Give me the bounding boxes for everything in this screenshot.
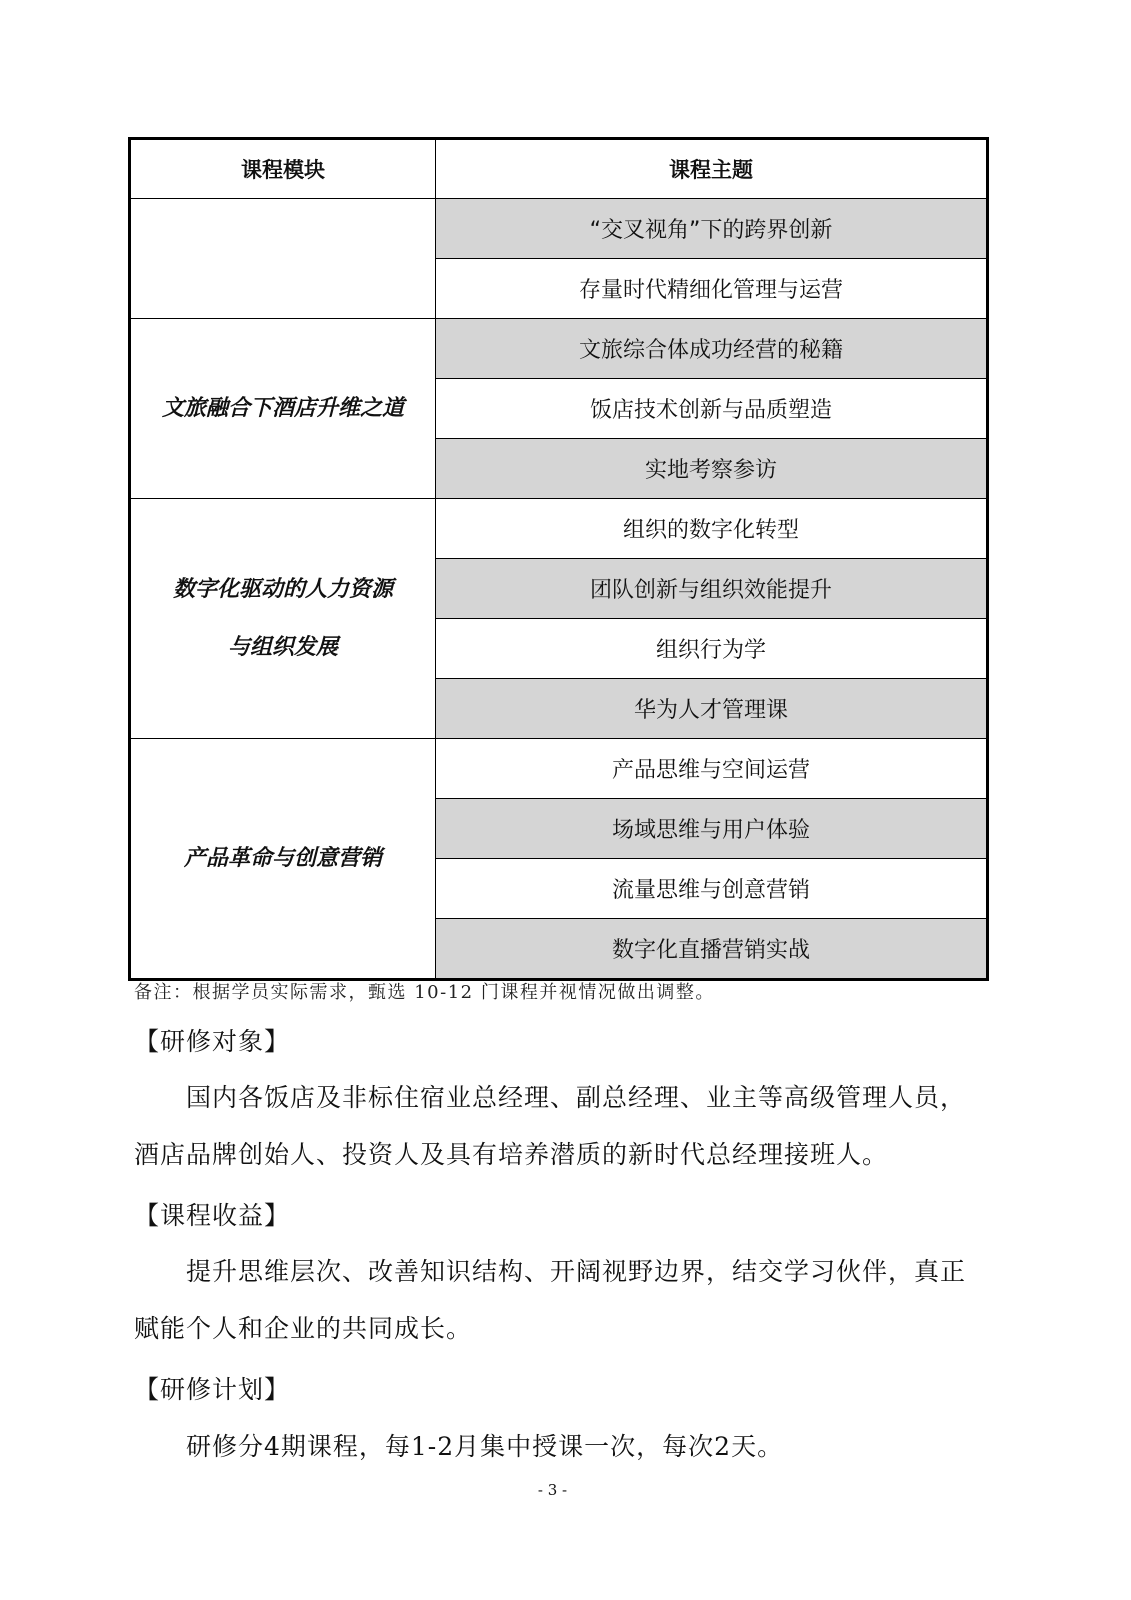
topic-cell: 华为人才管理课 — [436, 679, 988, 739]
module-cell — [130, 739, 436, 980]
topic-cell: 存量时代精细化管理与运营 — [436, 259, 988, 319]
topic-cell: 团队创新与组织效能提升 — [436, 559, 988, 619]
topic-cell: 文旅综合体成功经营的秘籍 — [436, 319, 988, 379]
audience-text: 国内各饭店及非标住宿业总经理、副总经理、业主等高级管理人员，酒店品牌创始人、投资人及具有培养潜质的新时代总经理接班人。 — [134, 1083, 967, 1169]
topic-cell: 场域思维与用户体验 — [436, 799, 988, 859]
module-label: 数字化驱动的人力资源 — [172, 576, 393, 602]
benefits-text: 提升思维层次、改善知识结构、开阔视野边界，结交学习伙伴，真正赋能个人和企业的共同成长。 — [134, 1257, 967, 1343]
module-cell — [130, 199, 436, 319]
topic-cell: 流量思维与创意营销 — [436, 859, 988, 919]
topic-cell: 产品思维与空间运营 — [436, 739, 988, 799]
topic-cell: 饭店技术创新与品质塑造 — [436, 379, 988, 439]
table-header-row — [130, 139, 988, 199]
table-row — [130, 739, 988, 799]
module-cell — [130, 499, 436, 739]
course-table — [128, 137, 989, 981]
table-row — [130, 319, 988, 379]
table-row — [130, 499, 988, 559]
plan-text: 研修分4期课程，每1-2月集中授课一次，每次2天。 — [186, 1432, 784, 1461]
module-cell — [130, 319, 436, 499]
module-label: 文旅融合下酒店升维之道 — [161, 395, 404, 421]
header-module: 课程模块 — [130, 139, 436, 199]
page-number: - 3 - — [537, 1481, 568, 1499]
heading-audience: 【研修对象】 — [134, 1027, 291, 1056]
topic-cell: 实地考察参访 — [436, 439, 988, 499]
topic-cell: 组织的数字化转型 — [436, 499, 988, 559]
topic-cell: 数字化直播营销实战 — [436, 919, 988, 980]
module-label: 产品革命与创意营销 — [183, 845, 382, 871]
course-table-body — [130, 199, 988, 980]
module-label: 与组织发展 — [227, 634, 338, 660]
topic-cell: 组织行为学 — [436, 619, 988, 679]
header-topic: 课程主题 — [436, 139, 988, 199]
heading-benefits: 【课程收益】 — [134, 1201, 291, 1230]
heading-plan: 【研修计划】 — [134, 1375, 291, 1404]
table-note: 备注：根据学员实际需求，甄选 10-12 门课程并视情况做出调整。 — [134, 982, 715, 1003]
table-row — [130, 199, 988, 259]
topic-cell: “交叉视角”下的跨界创新 — [436, 199, 988, 259]
